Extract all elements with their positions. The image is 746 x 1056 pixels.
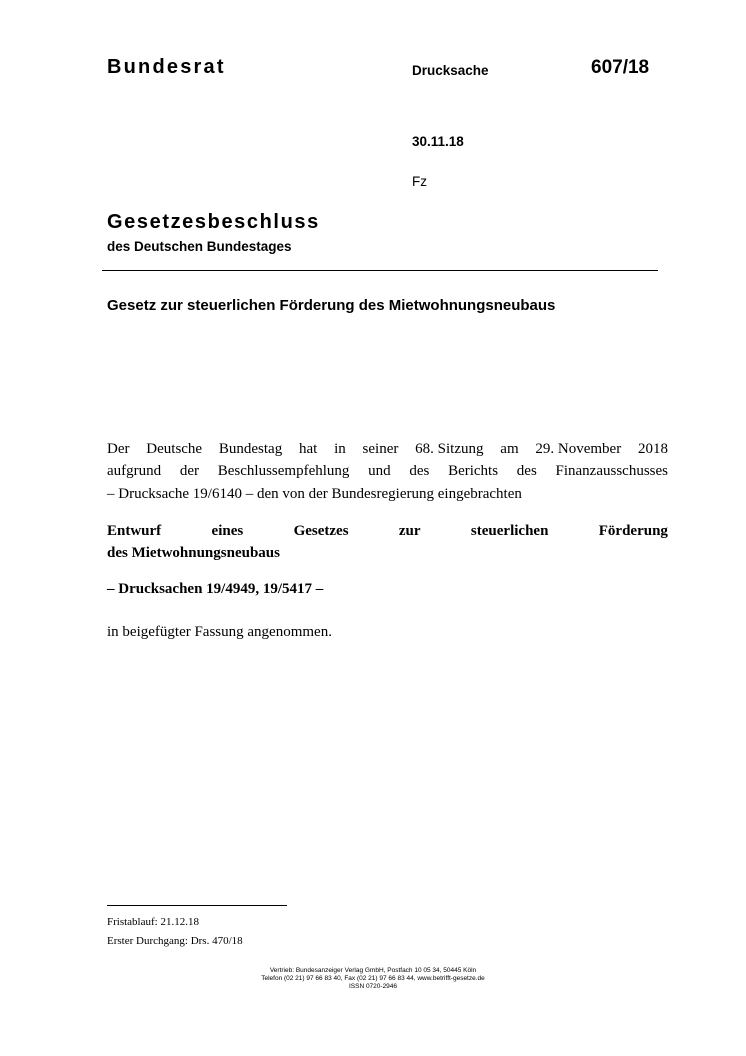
word: des — [516, 463, 537, 479]
draft-references: – Drucksachen 19/4949, 19/5417 – — [107, 581, 324, 597]
word: 68. Sitzung — [415, 441, 484, 457]
committee-code: Fz — [412, 174, 427, 189]
word: 2018 — [637, 441, 668, 457]
word: und — [368, 463, 391, 479]
word: steuerlichen — [470, 523, 549, 539]
word: Bundestag — [218, 441, 283, 457]
intro-line-1 — [107, 438, 668, 460]
footnote-divider — [107, 905, 287, 906]
footnote-fristablauf: Fristablauf: 21.12.18 — [107, 916, 199, 928]
word: Finanzausschusses — [555, 463, 668, 479]
word: Förderung — [598, 523, 668, 539]
distribution-line-2: Telefon (02 21) 97 66 83 40, Fax (02 21) 97 66 83 44, www.betrifft-gesetze.de — [261, 975, 485, 982]
word: aufgrund — [107, 463, 162, 479]
word: hat — [298, 441, 318, 457]
intro-line-2 — [107, 460, 668, 482]
word: Der — [107, 441, 130, 457]
footnote-erster-durchgang: Erster Durchgang: Drs. 470/18 — [107, 935, 243, 947]
word: Deutsche — [146, 441, 203, 457]
header-divider — [102, 270, 658, 271]
word: Entwurf — [107, 523, 162, 539]
institution-name: Bundesrat — [107, 56, 226, 78]
word: der — [179, 463, 200, 479]
drucksache-number: 607/18 — [591, 57, 650, 78]
word: eines — [211, 523, 244, 539]
word: zur — [398, 523, 421, 539]
closing-sentence: in beigefügter Fassung angenommen. — [107, 624, 332, 640]
document-type: Gesetzesbeschluss — [107, 211, 320, 233]
drucksache-label: Drucksache — [412, 63, 489, 78]
document-date: 30.11.18 — [412, 134, 464, 149]
distribution-line-3: ISSN 0720-2946 — [348, 983, 398, 990]
document-subtitle: des Deutschen Bundestages — [107, 239, 292, 254]
intro-line-3: – Drucksache 19/6140 – den von der Bundesregierung eingebrachten — [107, 486, 522, 502]
word: in — [334, 441, 346, 457]
word: am — [500, 441, 519, 457]
law-title: Gesetz zur steuerlichen Förderung des Mietwohnungsneubaus — [107, 297, 556, 314]
word: des — [409, 463, 430, 479]
distribution-line-1: Vertrieb: Bundesanzeiger Verlag GmbH, Postfach 10 05 34, 50445 Köln — [269, 967, 477, 974]
word: Berichts — [448, 463, 499, 479]
word: 29. November — [535, 441, 622, 457]
word: Gesetzes — [293, 523, 349, 539]
word: seiner — [362, 441, 399, 457]
word: Beschlussempfehlung — [217, 463, 350, 479]
draft-title-line-1 — [107, 520, 668, 542]
draft-title-line-2: des Mietwohnungsneubaus — [107, 545, 280, 561]
